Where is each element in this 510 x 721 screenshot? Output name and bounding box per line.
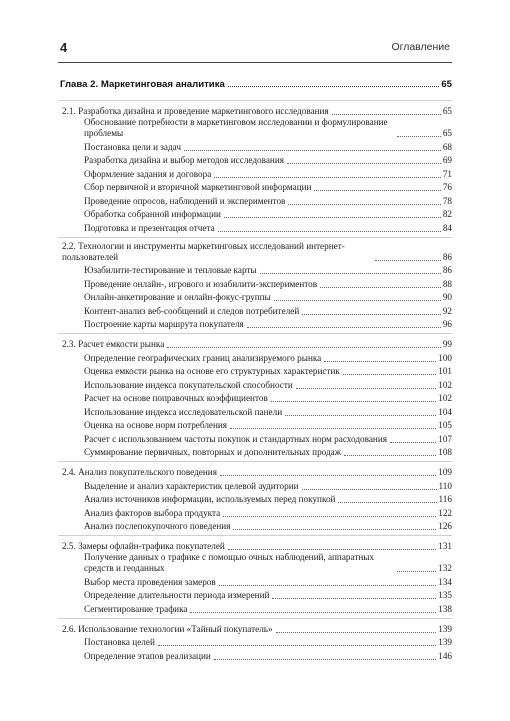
dot-leader <box>375 260 441 261</box>
toc-section <box>58 618 452 663</box>
entry-title: Оценка емкости рынка на основе его структурных характеристик <box>84 366 340 376</box>
section-entry[interactable] <box>58 539 452 552</box>
subsection-entry[interactable] <box>58 364 452 378</box>
subsection-entry[interactable] <box>58 431 452 445</box>
section-entry[interactable] <box>58 104 452 117</box>
entry-page: 92 <box>442 305 452 316</box>
entry-page: 135 <box>438 590 452 600</box>
subsection-entry[interactable] <box>58 601 452 615</box>
entry-page: 90 <box>442 292 452 302</box>
entry-page: 146 <box>438 650 452 661</box>
entry-page: 82 <box>442 209 452 219</box>
entry-title: Определение этапов реализации <box>84 650 211 661</box>
entry-title: Выделение и анализ характеристик целевой аудитории <box>84 480 299 491</box>
entry-page: 96 <box>442 319 452 329</box>
header-rule <box>58 62 452 63</box>
toc-section <box>58 100 452 235</box>
entry-page: 132 <box>438 563 452 573</box>
entry-title: 2.5. Замеры офлайн-трафика покупателей <box>62 541 225 551</box>
entry-title: Разработка дизайна и выбор методов исследования <box>84 155 284 165</box>
entry-page: 134 <box>438 576 452 587</box>
page-number: 4 <box>60 40 68 55</box>
subsection-entry[interactable] <box>58 377 452 391</box>
subsection-entry[interactable] <box>58 317 452 331</box>
dot-leader <box>223 516 436 517</box>
entry-page: 65 <box>442 128 452 138</box>
entry-title: Проведение опросов, наблюдений и экспериментов <box>84 195 286 206</box>
section-entry[interactable] <box>58 337 452 350</box>
entry-title: Оформление задания и договора <box>84 168 212 179</box>
entry-page: 102 <box>438 379 452 390</box>
subsection-entry[interactable] <box>58 635 452 649</box>
dot-leader <box>190 612 436 613</box>
dot-leader <box>324 361 436 362</box>
subsection-entry[interactable] <box>58 303 452 317</box>
entry-page: 86 <box>442 265 452 275</box>
dot-leader <box>302 314 441 315</box>
entry-title: 2.1. Разработка дизайна и проведение маркетингового исследования <box>62 106 329 116</box>
entry-title: Оценка на основе норм потребления <box>84 420 228 430</box>
dot-leader <box>158 645 436 646</box>
subsection-entry[interactable] <box>58 574 452 588</box>
subsection-entry[interactable] <box>58 139 452 153</box>
entry-title: Обработка собранной информации <box>84 209 221 219</box>
entry-page: 102 <box>438 393 452 403</box>
toc-section <box>58 535 452 616</box>
subsection-entry[interactable] <box>58 505 452 519</box>
entry-page: 88 <box>442 278 452 289</box>
entry-page: 110 <box>438 480 452 491</box>
dot-leader <box>247 327 441 328</box>
entry-title: Анализ послепокупочного поведения <box>84 521 231 531</box>
entry-title: Выбор места проведения замеров <box>84 576 216 587</box>
entry-page: 69 <box>442 155 452 165</box>
entry-page: 116 <box>438 494 452 504</box>
entry-title: Проведение онлайн-, игрового и юзабилити-экспериментов <box>84 278 318 289</box>
dot-leader <box>218 231 441 232</box>
entry-page: 84 <box>442 222 452 233</box>
entry-page: 100 <box>438 352 452 363</box>
subsection-entry[interactable] <box>58 220 452 234</box>
dot-leader <box>314 190 440 191</box>
dot-leader <box>230 428 436 429</box>
entry-title: Построение карты маршрута покупателя <box>84 319 244 329</box>
entry-title: Постановка цели и задач <box>84 141 182 152</box>
subsection-entry[interactable] <box>58 290 452 304</box>
section-list <box>58 100 452 663</box>
dot-leader <box>260 273 441 274</box>
entry-page: 86 <box>442 251 452 262</box>
entry-page: 138 <box>438 603 452 614</box>
subsection-entry[interactable] <box>58 478 452 492</box>
entry-title: Определение географических границ анализируемого рынка <box>84 352 322 363</box>
subsection-entry[interactable] <box>58 276 452 290</box>
entry-title: Определение длительности периода измерений <box>84 590 270 600</box>
dot-leader <box>271 401 436 402</box>
entry-page: 108 <box>438 447 452 457</box>
dot-leader <box>228 86 440 87</box>
subsection-entry[interactable] <box>58 648 452 662</box>
dot-leader <box>320 287 441 288</box>
subsection-entry[interactable] <box>58 404 452 418</box>
subsection-entry[interactable] <box>58 180 452 194</box>
dot-leader <box>220 475 436 476</box>
subsection-entry[interactable] <box>58 552 452 574</box>
dot-leader <box>338 502 436 503</box>
subsection-entry[interactable] <box>58 588 452 602</box>
entry-title: Получение данных о трафике с помощью очных наблюдений, аппаратных средств и геоданных <box>84 552 375 573</box>
entry-title: 2.6. Использование технологии «Тайный покупатель» <box>62 623 273 634</box>
subsection-entry[interactable] <box>58 391 452 405</box>
entry-title: Юзабилити-тестирование и тепловые карты <box>84 265 257 275</box>
dot-leader <box>343 374 436 375</box>
dot-leader <box>214 659 436 660</box>
subsection-entry[interactable] <box>58 519 452 533</box>
dot-leader <box>224 217 441 218</box>
entry-title: 2.4. Анализ покупательского поведения <box>62 467 217 477</box>
dot-leader <box>285 415 436 416</box>
entry-page: 65 <box>442 106 452 116</box>
dot-leader <box>184 150 441 151</box>
subsection-entry[interactable] <box>58 492 452 506</box>
dot-leader <box>332 114 441 115</box>
entry-title: Расчет на основе поправочных коэффициентов <box>84 393 268 403</box>
entry-title: Анализ источников информации, используемых перед покупкой <box>84 494 336 504</box>
dot-leader <box>397 571 436 572</box>
entry-page: 104 <box>438 406 452 417</box>
dot-leader <box>302 489 437 490</box>
toc-section <box>58 237 452 332</box>
entry-page: 131 <box>438 541 452 551</box>
subsection-entry[interactable] <box>58 445 452 459</box>
entry-title: Обоснование потребности в маркетинговом исследовании и формулирование проблемы <box>84 117 388 138</box>
entry-page: 78 <box>442 195 452 206</box>
subsection-entry[interactable] <box>58 350 452 364</box>
chapter-page: 65 <box>441 79 452 90</box>
entry-page: 139 <box>438 623 452 634</box>
entry-title: 2.2. Технологии и инструменты маркетинговых исследований интернет-пользователей <box>62 240 345 262</box>
entry-title: Контент-анализ веб-сообщений и следов потребителей <box>84 305 300 316</box>
chapter-title: Глава 2. Маркетинговая аналитика <box>60 79 225 90</box>
entry-page: 139 <box>438 637 452 647</box>
running-head: Оглавление <box>391 41 450 53</box>
section-entry[interactable] <box>58 622 452 635</box>
section-entry[interactable] <box>58 465 452 478</box>
entry-page: 101 <box>438 366 452 376</box>
entry-page: 105 <box>438 420 452 430</box>
entry-page: 126 <box>438 521 452 531</box>
entry-page: 68 <box>442 141 452 152</box>
dot-leader <box>296 388 436 389</box>
dot-leader <box>344 455 436 456</box>
dot-leader <box>228 549 436 550</box>
subsection-entry[interactable] <box>58 117 452 139</box>
entry-page: 107 <box>438 433 452 444</box>
entry-title: Суммирование первичных, повторных и дополнительных продаж <box>84 447 342 457</box>
subsection-entry[interactable] <box>58 193 452 207</box>
subsection-entry[interactable] <box>58 263 452 277</box>
entry-title: Сегментирование трафика <box>84 603 188 614</box>
entry-title: Онлайн-анкетирование и онлайн-фокус-группы <box>84 292 271 302</box>
dot-leader <box>397 136 441 137</box>
dot-leader <box>214 177 441 178</box>
toc-section <box>58 461 452 533</box>
dot-leader <box>288 204 440 205</box>
dot-leader <box>276 632 437 633</box>
entry-title: Использование индекса исследовательской панели <box>84 406 283 417</box>
dot-leader <box>233 529 436 530</box>
table-of-contents <box>58 79 452 663</box>
subsection-entry[interactable] <box>58 166 452 180</box>
subsection-entry[interactable] <box>58 153 452 167</box>
subsection-entry[interactable] <box>58 207 452 221</box>
dot-leader <box>287 163 441 164</box>
entry-page: 99 <box>442 339 452 349</box>
entry-title: Подготовка и презентация отчета <box>84 222 215 233</box>
entry-title: Сбор первичной и вторичной маркетинговой информации <box>84 182 312 192</box>
entry-page: 71 <box>442 168 452 179</box>
dot-leader <box>274 300 441 301</box>
entry-title: Постановка целей <box>84 637 155 647</box>
entry-title: 2.3. Расчет емкости рынка <box>62 339 165 349</box>
entry-title: Расчет с использованием частоты покупок и стандартных норм расходования <box>84 433 387 444</box>
entry-page: 122 <box>438 507 452 518</box>
chapter-entry[interactable] <box>58 79 452 98</box>
subsection-entry[interactable] <box>58 418 452 432</box>
entry-title: Анализ факторов выбора продукта <box>84 507 221 518</box>
dot-leader <box>390 442 436 443</box>
entry-title: Использование индекса покупательской способности <box>84 379 293 390</box>
dot-leader <box>167 347 441 348</box>
toc-section <box>58 333 452 459</box>
entry-page: 76 <box>442 182 452 192</box>
section-entry[interactable] <box>58 241 452 263</box>
dot-leader <box>219 585 436 586</box>
entry-page: 109 <box>438 467 452 477</box>
dot-leader <box>272 598 436 599</box>
